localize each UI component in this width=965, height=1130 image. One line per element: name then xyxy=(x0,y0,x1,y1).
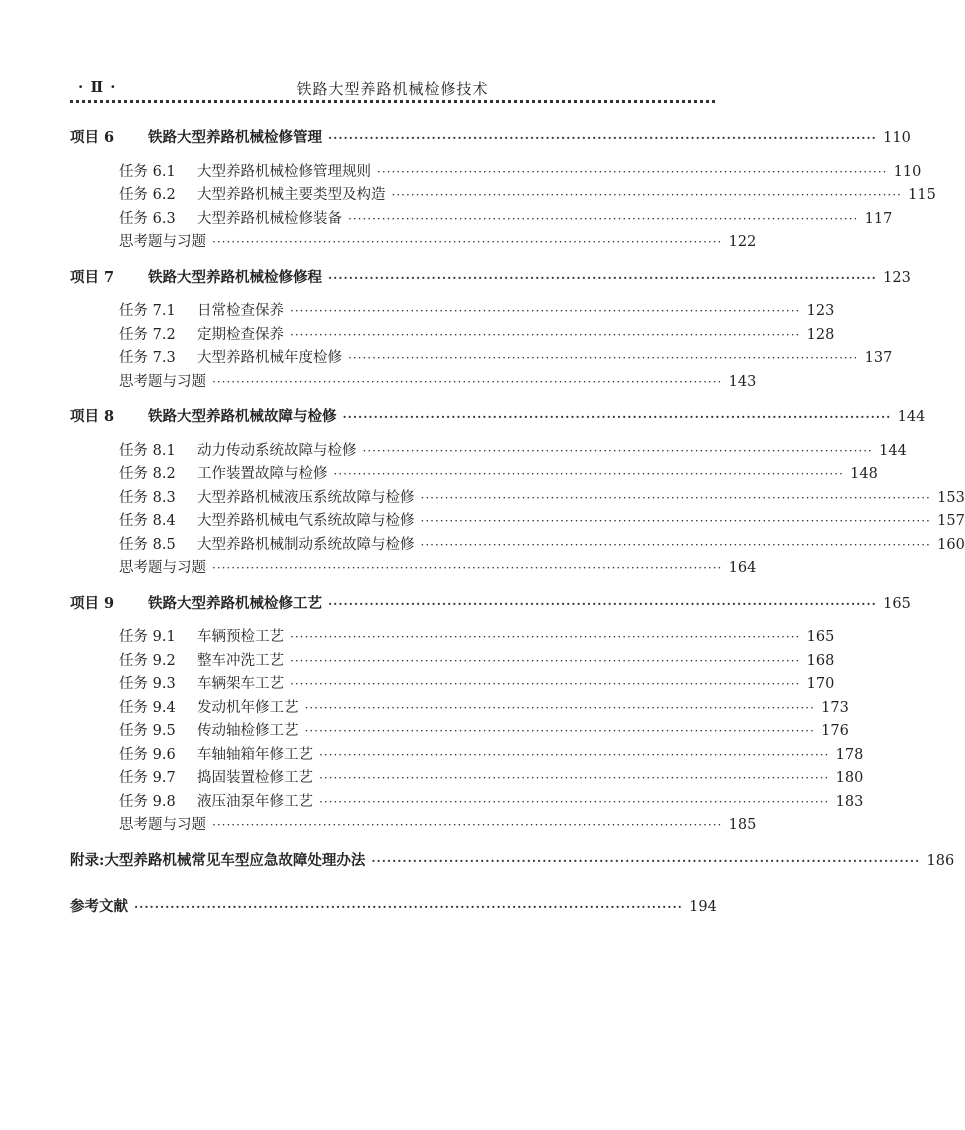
task-title: 工作装置故障与检修 xyxy=(197,466,328,482)
task-title: 动力传动系统故障与检修 xyxy=(197,442,357,459)
page-ref: 123 xyxy=(806,303,835,319)
page-ref: 165 xyxy=(883,595,911,612)
toc-task-9-5[interactable] xyxy=(70,720,849,744)
task-label: 任务 8.5 xyxy=(119,536,176,553)
dot-leader: ·········································································································· xyxy=(342,410,892,424)
page-ref: 165 xyxy=(806,629,835,645)
task-title: 大型养路机械年度检修 xyxy=(197,350,342,366)
toc-task-9-6[interactable] xyxy=(70,744,864,768)
toc-task-6-2[interactable] xyxy=(70,184,936,208)
dot-leader: ·········································································································· xyxy=(328,596,877,611)
page-ref: 180 xyxy=(835,770,864,786)
task-label: 任务 6.2 xyxy=(119,187,176,203)
toc-section-6[interactable] xyxy=(70,126,911,150)
task-label: 任务 8.3 xyxy=(119,489,176,506)
page-ref: 185 xyxy=(728,817,757,833)
page-ref: 137 xyxy=(864,350,893,366)
running-title: 铁路大型养路机械检修技术 xyxy=(296,80,489,98)
toc-exercises-8[interactable] xyxy=(70,557,757,581)
task-title: 液压油泵年修工艺 xyxy=(197,793,313,810)
toc-task-7-2[interactable] xyxy=(70,324,835,348)
toc-references[interactable] xyxy=(70,895,715,919)
dot-leader: ·········································································································· xyxy=(420,514,931,528)
section-label: 项目 6 xyxy=(70,129,115,146)
toc-task-9-2[interactable] xyxy=(70,650,835,674)
dot-leader: ·········································································································· xyxy=(377,164,888,179)
dot-leader: ·········································································································· xyxy=(290,630,801,644)
page-ref: 110 xyxy=(883,130,911,146)
page-ref: 123 xyxy=(883,269,911,286)
dot-leader: ·········································································································· xyxy=(319,794,830,809)
section-title: 铁路大型养路机械检修修程 xyxy=(148,268,322,286)
dot-leader: ·········································································································· xyxy=(212,561,723,575)
task-label: 任务 9.4 xyxy=(119,699,176,716)
task-title: 整车冲洗工艺 xyxy=(197,652,284,669)
page-header xyxy=(70,72,715,100)
page-ref: 183 xyxy=(835,793,864,810)
dot-leader: ·········································································································· xyxy=(290,653,801,668)
section-title: 铁路大型养路机械故障与检修 xyxy=(148,408,337,425)
task-title: 车轴轴箱年修工艺 xyxy=(197,746,313,763)
task-title: 大型养路机械电气系统故障与检修 xyxy=(197,513,415,529)
dot-leader: ·········································································································· xyxy=(212,374,723,389)
toc-section-8[interactable] xyxy=(70,405,926,429)
dot-leader: ·········································································································· xyxy=(371,853,921,868)
page-ref: 176 xyxy=(821,723,849,739)
exercises-title: 思考题与习题 xyxy=(119,373,206,390)
page-ref: 117 xyxy=(864,210,893,227)
task-label: 任务 9.3 xyxy=(119,676,176,692)
toc-task-9-3[interactable] xyxy=(70,673,835,697)
dot-leader: ·········································································································· xyxy=(290,327,801,342)
page-ref: 128 xyxy=(806,326,835,343)
task-title: 大型养路机械检修装备 xyxy=(197,210,342,227)
dot-leader: ·········································································································· xyxy=(290,677,801,691)
dot-leader: ·········································································································· xyxy=(319,747,830,762)
toc-exercises-7[interactable] xyxy=(70,371,757,395)
dot-leader: ·········································································································· xyxy=(333,467,844,481)
toc-task-6-1[interactable] xyxy=(70,161,922,185)
task-title: 传动轴检修工艺 xyxy=(197,723,299,739)
toc-section-9[interactable] xyxy=(70,592,911,616)
task-label: 任务 9.1 xyxy=(119,629,176,645)
dot-leader: ·········································································································· xyxy=(212,818,723,832)
page-ref: 186 xyxy=(926,852,955,869)
task-title: 车辆预检工艺 xyxy=(197,629,284,645)
task-title: 日常检查保养 xyxy=(197,303,284,319)
page-ref: 143 xyxy=(728,373,757,390)
toc-task-8-1[interactable] xyxy=(70,440,907,464)
task-label: 任务 7.2 xyxy=(119,326,176,343)
task-label: 任务 9.8 xyxy=(119,793,176,810)
task-label: 任务 9.5 xyxy=(119,723,176,739)
task-label: 任务 9.7 xyxy=(119,770,176,786)
page-ref: 110 xyxy=(893,163,922,180)
page-ref: 144 xyxy=(879,442,907,459)
task-title: 发动机年修工艺 xyxy=(197,699,299,716)
dot-leader: ·········································································································· xyxy=(290,304,801,318)
task-title: 大型养路机械检修管理规则 xyxy=(197,163,371,180)
page-ref: 194 xyxy=(689,899,717,915)
section-label: 项目 9 xyxy=(70,594,115,612)
dot-leader: ·········································································································· xyxy=(420,490,931,505)
page-ref: 173 xyxy=(821,699,849,716)
task-title: 大型养路机械液压系统故障与检修 xyxy=(197,489,415,506)
page-ref: 170 xyxy=(806,676,835,692)
toc-section-7[interactable] xyxy=(70,266,911,290)
toc-task-8-5[interactable] xyxy=(70,534,965,558)
toc-exercises-6[interactable] xyxy=(70,231,757,255)
task-label: 任务 8.1 xyxy=(119,442,176,459)
page-ref: 160 xyxy=(937,536,965,553)
page-ref: 115 xyxy=(908,187,936,203)
page-ref: 157 xyxy=(937,513,965,529)
toc-task-7-3[interactable] xyxy=(70,347,893,371)
page-number: · Ⅱ · xyxy=(78,78,117,96)
dot-leader: ·········································································································· xyxy=(362,443,873,458)
toc-task-7-1[interactable] xyxy=(70,300,835,324)
page-ref: 153 xyxy=(937,489,965,506)
dot-leader: ·········································································································· xyxy=(304,724,815,738)
exercises-title: 思考题与习题 xyxy=(119,234,206,250)
page-ref: 148 xyxy=(850,466,878,482)
dot-leader: ·········································································································· xyxy=(304,700,815,715)
task-title: 定期检查保养 xyxy=(197,326,284,343)
dot-leader: ·········································································································· xyxy=(328,131,877,145)
toc-appendix[interactable] xyxy=(70,849,955,873)
toc-task-8-2[interactable] xyxy=(70,463,878,487)
task-label: 任务 6.1 xyxy=(119,163,176,180)
references-title: 参考文献 xyxy=(70,898,128,915)
task-label: 任务 8.4 xyxy=(119,513,176,529)
toc-task-9-1[interactable] xyxy=(70,626,835,650)
task-label: 任务 9.2 xyxy=(119,652,176,669)
dot-leader: ·········································································································· xyxy=(212,235,723,249)
dot-leader: ·········································································································· xyxy=(134,900,683,914)
task-label: 任务 7.1 xyxy=(119,303,176,319)
task-title: 大型养路机械制动系统故障与检修 xyxy=(197,536,415,553)
dot-leader: ·········································································································· xyxy=(420,537,931,552)
appendix-title: 附录:大型养路机械常见车型应急故障处理办法 xyxy=(70,851,366,869)
section-label: 项目 8 xyxy=(70,408,115,425)
dot-leader: ·········································································································· xyxy=(328,270,877,285)
task-title: 车辆架车工艺 xyxy=(197,676,284,692)
toc-task-9-8[interactable] xyxy=(70,791,864,815)
toc-task-9-7[interactable] xyxy=(70,767,864,791)
toc-exercises-9[interactable] xyxy=(70,814,757,838)
section-label: 项目 7 xyxy=(70,268,115,286)
header-dotted-rule xyxy=(70,100,715,103)
page-ref: 144 xyxy=(897,409,926,425)
toc-task-9-4[interactable] xyxy=(70,697,849,721)
exercises-title: 思考题与习题 xyxy=(119,817,206,833)
toc-task-8-4[interactable] xyxy=(70,510,965,534)
task-title: 大型养路机械主要类型及构造 xyxy=(197,187,386,203)
dot-leader: ·········································································································· xyxy=(391,188,902,202)
task-label: 任务 7.3 xyxy=(119,350,176,366)
task-label: 任务 9.6 xyxy=(119,746,176,763)
dot-leader: ·········································································································· xyxy=(348,351,859,365)
task-label: 任务 8.2 xyxy=(119,466,176,482)
exercises-title: 思考题与习题 xyxy=(119,560,206,576)
toc-task-8-3[interactable] xyxy=(70,487,965,511)
dot-leader: ·········································································································· xyxy=(319,771,830,785)
page-ref: 164 xyxy=(728,560,757,576)
task-title: 捣固装置检修工艺 xyxy=(197,770,313,786)
page-ref: 168 xyxy=(806,652,835,669)
toc-task-6-3[interactable] xyxy=(70,208,893,232)
dot-leader: ·········································································································· xyxy=(348,211,859,226)
page-ref: 122 xyxy=(728,234,757,250)
section-title: 铁路大型养路机械检修管理 xyxy=(148,129,322,146)
task-label: 任务 6.3 xyxy=(119,210,176,227)
page-ref: 178 xyxy=(835,746,864,763)
table-of-contents xyxy=(70,126,965,919)
section-title: 铁路大型养路机械检修工艺 xyxy=(148,594,322,612)
